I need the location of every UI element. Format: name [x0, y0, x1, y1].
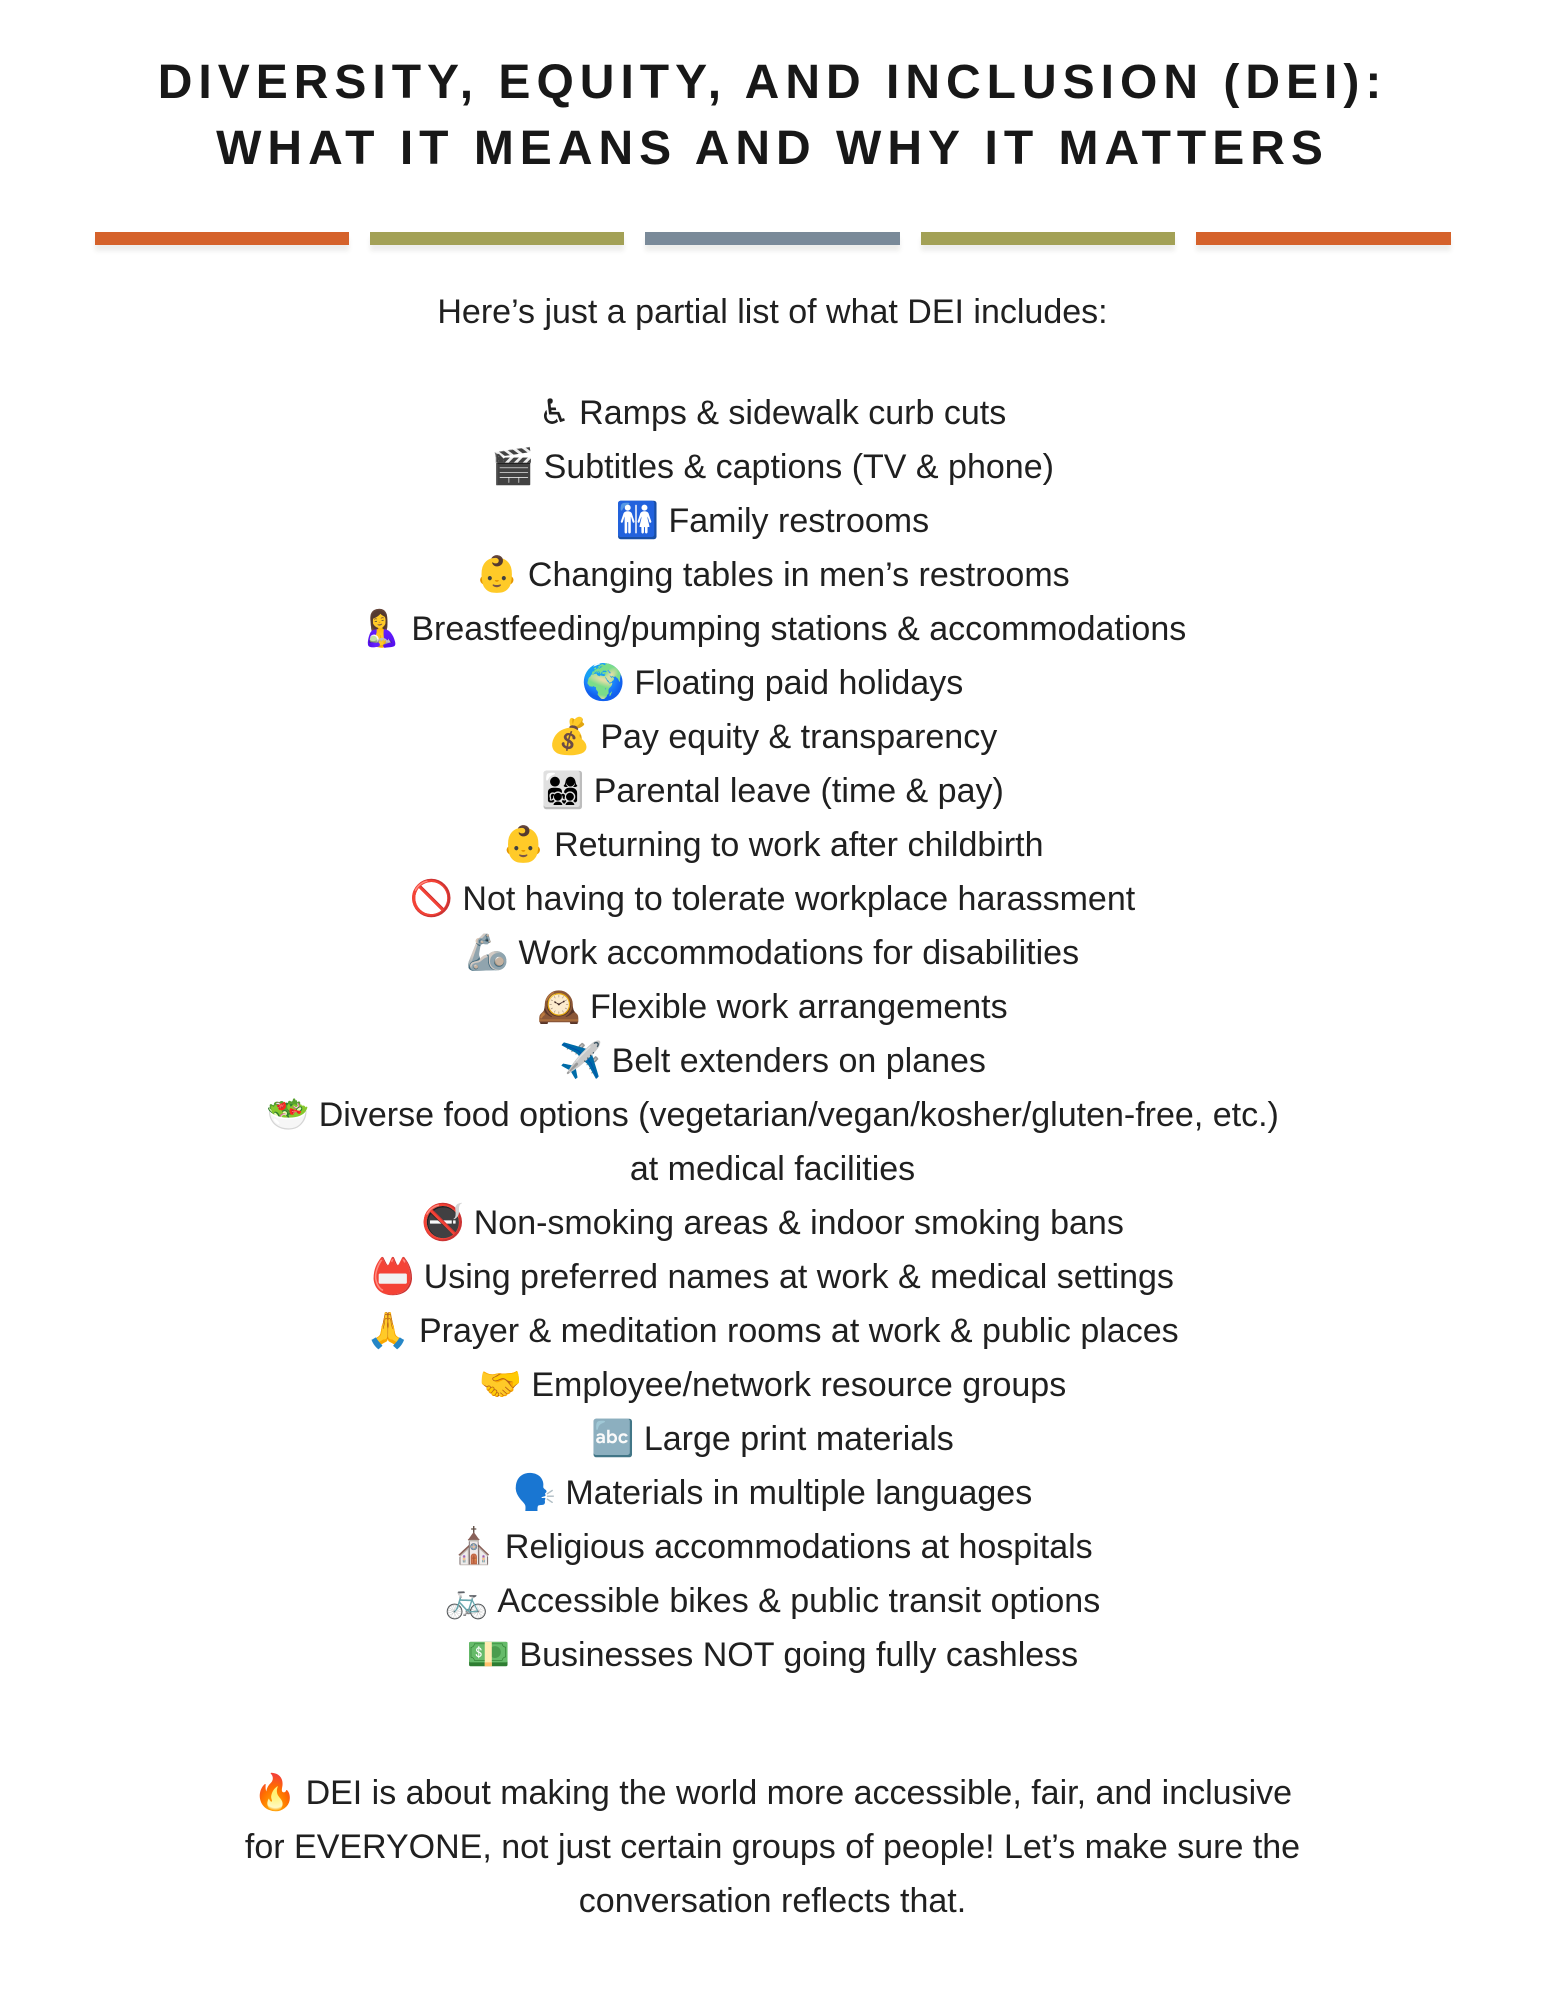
list-item [133, 1088, 1413, 1196]
list-item [133, 926, 1413, 980]
list-item-text: Pay equity & transparency [600, 718, 998, 756]
list-item [133, 440, 1413, 494]
list-item-text: Returning to work after childbirth [554, 826, 1044, 864]
closing-text: DEI is about making the world more accessible, fair, and inclusive for EVERYONE, not just certain groups of people! Let’s make sure the conversation reflects that. [244, 1774, 1301, 1920]
list-item [133, 1412, 1413, 1466]
abcd-letters-icon: 🔤 [591, 1419, 635, 1458]
closing-paragraph [143, 1766, 1403, 1928]
baby-face-icon: 👶 [501, 825, 546, 864]
airplane-icon: ✈️ [559, 1041, 603, 1080]
list-item [133, 1304, 1413, 1358]
list-item [133, 1250, 1413, 1304]
wheelchair-symbol-icon: ♿ [538, 393, 571, 432]
list-item-text: Family restrooms [668, 502, 930, 540]
list-item-text: Large print materials [643, 1420, 954, 1458]
folded-hands-icon: 🙏 [366, 1311, 410, 1350]
list-item-text: Accessible bikes & public transit options [497, 1582, 1101, 1620]
family-icon: 👨‍👩‍👧‍👦 [541, 771, 585, 810]
list-item-text: Non-smoking areas & indoor smoking bans [473, 1204, 1124, 1242]
list-item [133, 1034, 1413, 1088]
divider-segment [95, 232, 349, 245]
list-item-text: Floating paid holidays [634, 664, 964, 702]
dollar-banknote-icon: 💵 [466, 1635, 511, 1674]
dei-list [133, 386, 1413, 1682]
list-item-text: Work accommodations for disabilities [518, 934, 1080, 972]
divider-segment [370, 232, 624, 245]
bicycle-icon: 🚲 [444, 1581, 489, 1620]
list-item [133, 386, 1413, 440]
list-item [133, 1466, 1413, 1520]
list-item-text: Diverse food options (vegetarian/vegan/kosher/gluten-free, etc.) at medical facilities [318, 1096, 1279, 1188]
list-item [133, 872, 1413, 926]
list-item-text: Parental leave (time & pay) [593, 772, 1004, 810]
money-bag-icon: 💰 [547, 717, 592, 756]
name-badge-icon: 📛 [371, 1257, 415, 1296]
list-item [133, 1574, 1413, 1628]
intro-text: Here’s just a partial list of what DEI includes: [437, 293, 1108, 331]
list-item-text: Flexible work arrangements [589, 988, 1008, 1026]
fire-icon: 🔥 [252, 1773, 297, 1812]
list-item-text: Using preferred names at work & medical settings [423, 1258, 1174, 1296]
list-item-text: Subtitles & captions (TV & phone) [543, 448, 1054, 486]
green-salad-icon: 🥗 [266, 1095, 310, 1134]
mechanical-arm-icon: 🦾 [465, 933, 510, 972]
page-title-line-2: WHAT IT MEANS AND WHY IT MATTERS [216, 122, 1329, 175]
list-item [133, 1196, 1413, 1250]
baby-face-icon: 👶 [475, 555, 519, 594]
list-item-text: Belt extenders on planes [611, 1042, 986, 1080]
list-item [133, 980, 1413, 1034]
list-item [133, 494, 1413, 548]
no-smoking-icon: 🚭 [421, 1203, 465, 1242]
list-item-text: Employee/network resource groups [531, 1366, 1067, 1404]
divider-segment [645, 232, 899, 245]
divider-segment [1196, 232, 1450, 245]
list-item-text: Changing tables in men’s restrooms [527, 556, 1070, 594]
list-item [133, 1358, 1413, 1412]
speaking-head-icon: 🗣️ [512, 1473, 557, 1512]
restroom-sign-icon: 🚻 [615, 501, 660, 540]
prohibited-icon: 🚫 [409, 879, 454, 918]
list-item [133, 548, 1413, 602]
list-item [133, 656, 1413, 710]
list-item-text: Prayer & meditation rooms at work & public places [418, 1312, 1179, 1350]
church-icon: ⛪ [452, 1527, 496, 1566]
globe-icon: 🌍 [581, 663, 626, 702]
list-item-text: Breastfeeding/pumping stations & accommodations [411, 610, 1187, 648]
list-item [133, 1628, 1413, 1682]
list-item-text: Ramps & sidewalk curb cuts [579, 394, 1007, 432]
colored-divider [95, 232, 1451, 245]
list-item [133, 1520, 1413, 1574]
list-item [133, 602, 1413, 656]
breastfeeding-icon: 🤱 [358, 609, 403, 648]
clapper-board-icon: 🎬 [491, 447, 535, 486]
list-item-text: Religious accommodations at hospitals [504, 1528, 1093, 1566]
list-item-text: Not having to tolerate workplace harassment [462, 880, 1136, 918]
page-title-line-1: DIVERSITY, EQUITY, AND INCLUSION (DEI): [157, 56, 1388, 109]
divider-segment [921, 232, 1175, 245]
list-item-text: Materials in multiple languages [565, 1474, 1033, 1512]
list-item [133, 764, 1413, 818]
list-item [133, 818, 1413, 872]
mantelpiece-clock-icon: 🕰️ [537, 987, 581, 1026]
page-title [45, 50, 1500, 182]
list-item-text: Businesses NOT going fully cashless [519, 1636, 1079, 1674]
list-item [133, 710, 1413, 764]
handshake-icon: 🤝 [478, 1365, 523, 1404]
